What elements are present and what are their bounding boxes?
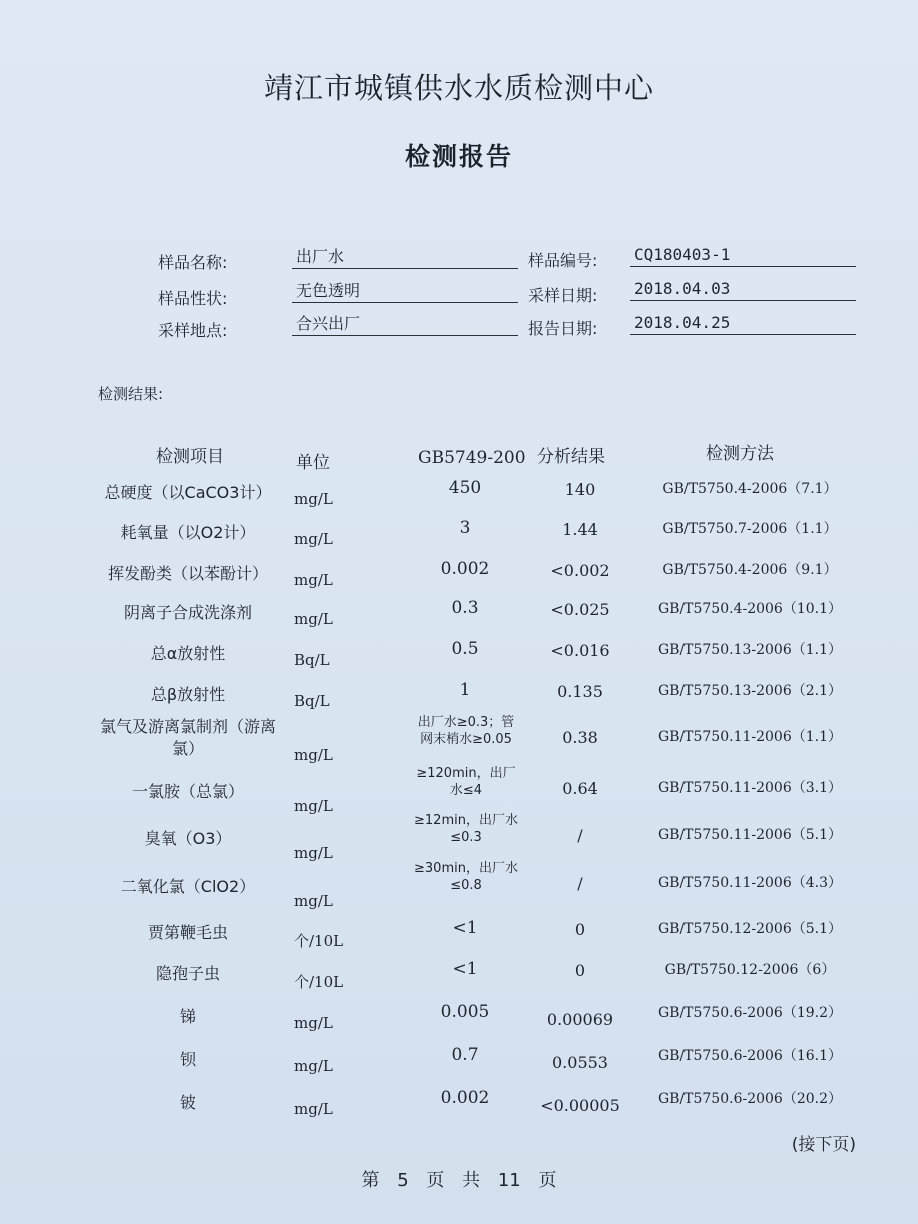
org-title: 靖江市城镇供水水质检测中心 [263, 71, 654, 105]
cell-method: GB/T5750.11-2006（1.1） [657, 729, 843, 745]
cell-item: 总α放射性 [150, 644, 226, 663]
cell-method: GB/T5750.4-2006（7.1） [662, 481, 838, 497]
cell-result: <0.002 [550, 561, 610, 580]
sampling-date-value: 2018.04.03 [630, 278, 856, 301]
cell-method: GB/T5750.6-2006（19.2） [657, 1005, 843, 1021]
cell-result: 0 [574, 961, 586, 980]
report-title: 检测报告 [404, 142, 513, 171]
header-result: 分析结果 [537, 447, 605, 467]
continued-note: (接下页) [791, 1135, 856, 1155]
cell-unit: mg/L [294, 1014, 333, 1032]
cell-item: 臭氧（O3） [144, 829, 232, 848]
cell-result: 0.38 [562, 728, 598, 747]
cell-method: GB/T5750.12-2006（5.1） [657, 921, 843, 937]
cell-method: GB/T5750.7-2006（1.1） [662, 521, 838, 537]
header-method: 检测方法 [706, 444, 774, 464]
cell-result: 0.00069 [546, 1010, 614, 1029]
sample-name-value: 出厂水 [292, 246, 518, 269]
sample-no-label: 样品编号: [528, 251, 598, 270]
cell-item: 氯气及游离氯制剂（游离氯） [99, 717, 276, 758]
cell-standard: 0.5 [451, 639, 479, 659]
cell-unit: mg/L [294, 1057, 333, 1075]
results-label: 检测结果: [98, 385, 164, 403]
sample-name-label: 样品名称: [158, 253, 228, 272]
cell-method: GB/T5750.13-2006（2.1） [657, 683, 843, 699]
cell-result: <0.016 [550, 641, 610, 660]
cell-standard: 1 [459, 680, 471, 700]
cell-standard: ≥12min，出厂水≤0.3 [414, 813, 518, 845]
report-date-label: 报告日期: [528, 319, 598, 338]
cell-item: 贾第鞭毛虫 [147, 923, 228, 942]
sampling-date-label: 采样日期: [528, 286, 598, 305]
cell-result: 140 [564, 480, 596, 499]
sample-no-value: CQ180403-1 [630, 244, 856, 267]
cell-item: 一氯胺（总氯） [131, 782, 244, 801]
cell-unit: mg/L [294, 490, 333, 508]
cell-method: GB/T5750.4-2006（10.1） [657, 601, 843, 617]
cell-item: 铍 [179, 1093, 196, 1112]
cell-unit: Bq/L [294, 692, 330, 710]
cell-unit: mg/L [294, 571, 333, 589]
cell-unit: mg/L [294, 746, 333, 764]
cell-standard: 0.3 [451, 598, 479, 618]
cell-result: / [577, 874, 583, 893]
cell-method: GB/T5750.12-2006（6） [664, 962, 836, 978]
cell-unit: mg/L [294, 797, 333, 815]
header-item: 检测项目 [156, 447, 224, 467]
cell-method: GB/T5750.6-2006（20.2） [657, 1091, 843, 1107]
cell-unit: Bq/L [294, 651, 330, 669]
sampling-site-label: 采样地点: [158, 321, 228, 340]
cell-item: 耗氧量（以O2计） [120, 523, 256, 542]
cell-standard: ≥30min，出厂水≤0.8 [414, 861, 518, 893]
cell-result: / [577, 826, 583, 845]
cell-method: GB/T5750.11-2006（3.1） [657, 780, 843, 796]
cell-standard: <1 [452, 959, 478, 979]
cell-standard: <1 [452, 918, 478, 938]
cell-result: <0.00005 [540, 1096, 620, 1115]
cell-method: GB/T5750.11-2006（5.1） [657, 827, 843, 843]
cell-unit: mg/L [294, 844, 333, 862]
cell-unit: mg/L [294, 892, 333, 910]
cell-item: 锑 [179, 1007, 196, 1026]
cell-standard: 3 [459, 518, 471, 538]
sample-state-value: 无色透明 [292, 280, 518, 303]
cell-result: 1.44 [562, 520, 598, 539]
header-unit: 单位 [296, 453, 330, 473]
cell-unit: 个/10L [294, 973, 344, 991]
cell-method: GB/T5750.11-2006（4.3） [657, 875, 843, 891]
cell-result: 0.0553 [552, 1053, 608, 1072]
cell-method: GB/T5750.4-2006（9.1） [662, 562, 838, 578]
cell-item: 阴离子合成洗涤剂 [123, 603, 252, 622]
cell-standard: 0.005 [440, 1002, 490, 1022]
cell-standard: ≥120min，出厂水≤4 [416, 766, 516, 798]
sample-state-label: 样品性状: [158, 289, 228, 308]
cell-method: GB/T5750.6-2006（16.1） [657, 1048, 843, 1064]
cell-unit: 个/10L [294, 932, 344, 950]
cell-standard: 450 [448, 478, 482, 498]
header-standard: GB5749-200 [418, 448, 526, 468]
cell-item: 钡 [179, 1050, 196, 1069]
cell-result: 0.64 [562, 779, 598, 798]
cell-result: 0 [574, 920, 586, 939]
cell-item: 二氧化氯（ClO2） [120, 877, 256, 896]
cell-result: <0.025 [550, 600, 610, 619]
cell-unit: mg/L [294, 610, 333, 628]
cell-unit: mg/L [294, 530, 333, 548]
cell-item: 总β放射性 [150, 685, 226, 704]
cell-method: GB/T5750.13-2006（1.1） [657, 642, 843, 658]
cell-result: 0.135 [557, 682, 603, 701]
cell-item: 隐孢子虫 [155, 964, 220, 983]
cell-standard: 0.002 [440, 1088, 490, 1108]
cell-standard: 0.002 [440, 559, 490, 579]
cell-standard: 0.7 [451, 1045, 479, 1065]
cell-item: 挥发酚类（以苯酚计） [107, 564, 268, 583]
cell-unit: mg/L [294, 1100, 333, 1118]
cell-item: 总硬度（以CaCO3计） [104, 483, 272, 502]
page-footer: 第 5 页 共 11 页 [361, 1170, 557, 1191]
sampling-site-value: 合兴出厂 [292, 313, 518, 336]
report-date-value: 2018.04.25 [630, 312, 856, 335]
cell-standard: 出厂水≥0.3；管网末梢水≥0.05 [417, 715, 515, 747]
